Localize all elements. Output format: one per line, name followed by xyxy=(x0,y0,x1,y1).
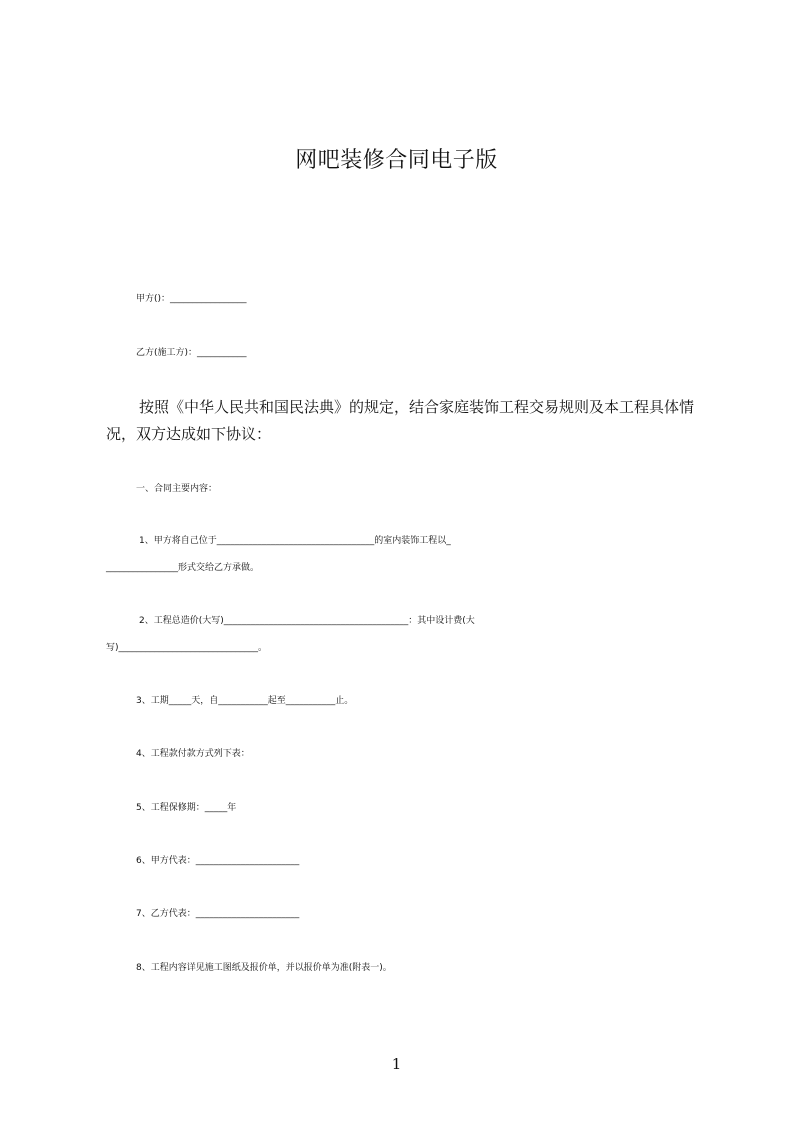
clause-3: 3、工期_____天，自___________起至___________止。 xyxy=(136,696,354,706)
section-1-heading: 一、合同主要内容： xyxy=(136,484,218,494)
intro-paragraph: 按照《中华人民共和国民法典》的规定，结合家庭装饰工程交易规则及本工程具体情况，双方达成如下协议： xyxy=(106,398,695,443)
document-title: 网吧装修合同电子版 xyxy=(295,148,498,173)
party-b-line: 乙方(施工方)：___________ xyxy=(136,348,247,358)
page-number: 1 xyxy=(391,1055,402,1073)
clause-2-line-2: 写)_______________________________。 xyxy=(106,643,268,653)
party-a-line: 甲方()：_________________ xyxy=(136,294,247,304)
clause-5: 5、工程保修期：_____年 xyxy=(136,803,237,813)
clause-1-line-1: 1、甲方将自己位于___________________________________的室内装饰工程以_ xyxy=(139,536,451,546)
clause-7: 7、乙方代表：_______________________ xyxy=(136,909,300,919)
clause-4: 4、工程款付款方式列下表： xyxy=(136,749,250,759)
clause-1-line-2: ________________形式交给乙方承做。 xyxy=(106,563,260,573)
clause-8: 8、工程内容详见施工图纸及报价单，并以报价单为准(附表一)。 xyxy=(136,963,392,973)
clause-2-line-1: 2、工程总造价(大写)_________________________________________：其中设计费(大 xyxy=(139,616,475,626)
clause-6: 6、甲方代表：_______________________ xyxy=(136,856,300,866)
